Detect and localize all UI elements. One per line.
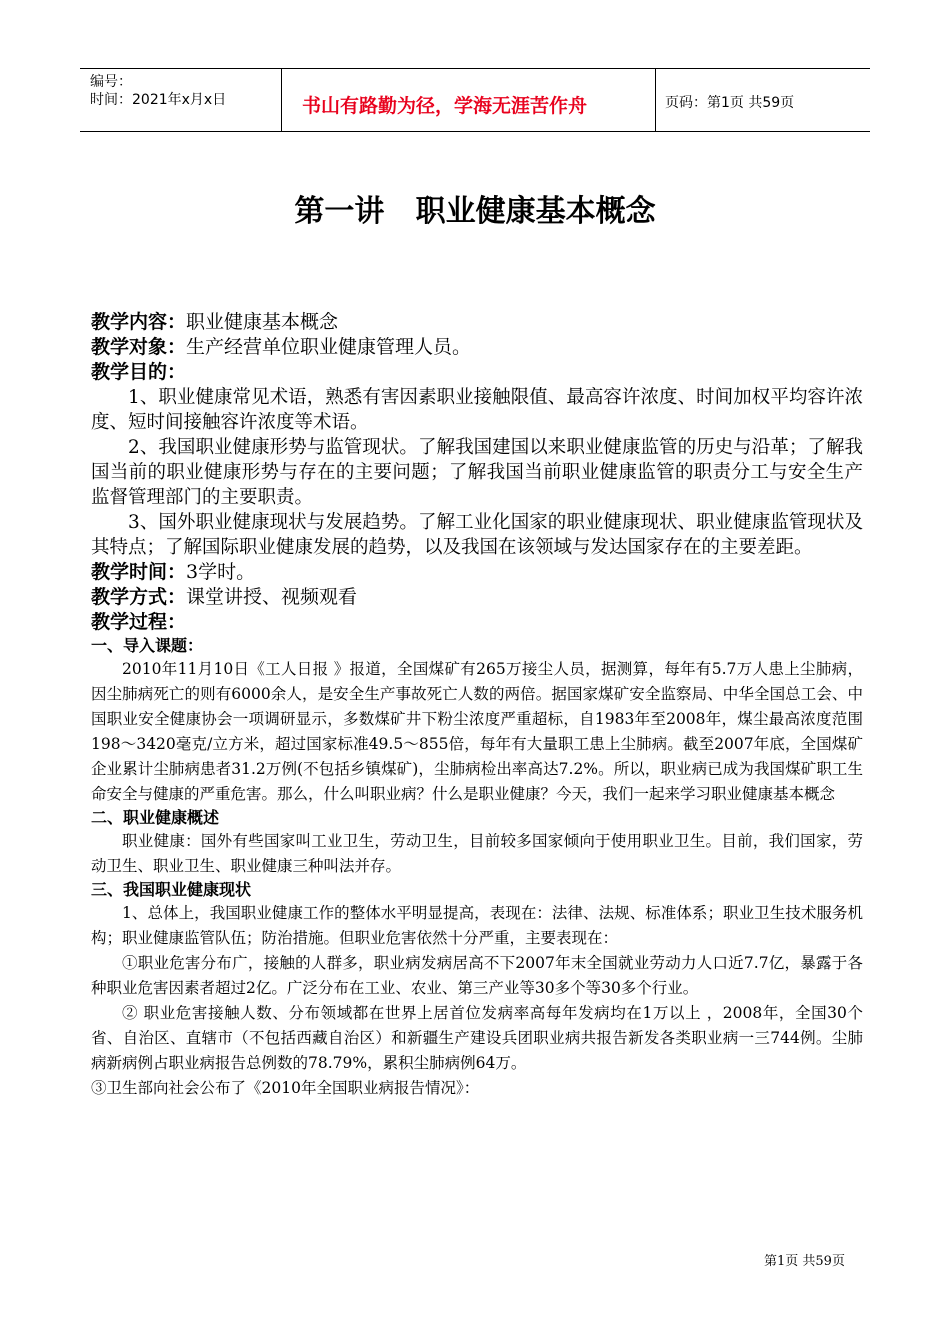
section-paragraph: 职业健康：国外有些国家叫工业卫生，劳动卫生，目前较多国家倾向于使用职业卫生。目前，我们国家，劳动卫生、职业卫生、职业健康三种叫法并存。 <box>91 832 863 875</box>
section-paragraph: ③卫生部向社会公布了《2010年全国职业病报告情况》： <box>91 1079 480 1097</box>
document-body <box>91 310 863 1101</box>
content-label: 教学内容： <box>91 311 187 333</box>
header-page-cell <box>655 69 870 131</box>
method-row <box>91 585 863 610</box>
time-row <box>91 560 863 585</box>
section-heading: 二、职业健康概述 <box>91 808 220 827</box>
goal-row <box>91 360 863 385</box>
time-value: 3学时。 <box>186 561 256 583</box>
time-label: 教学时间： <box>91 561 187 583</box>
goal-item: 2、我国职业健康形势与监管现状。了解我国建国以来职业健康监管的历史与沿革；了解我国当前的职业健康形势与存在的主要问题；了解我国当前职业健康监管的职责分工与安全生产监督管理部门的主要职责。 <box>91 437 863 508</box>
section-paragraph: ①职业危害分布广，接触的人群多，职业病发病居高不下2007年末全国就业劳动力人口近7.7亿，暴露于各种职业危害因素者超过2亿。广泛分布在工业、农业、第三产业等30多个等30多个行业。 <box>91 954 863 997</box>
number-label: 编号： <box>90 74 132 90</box>
goal-label: 教学目的： <box>91 361 187 383</box>
page-footer: 第1页 共59页 <box>764 1254 845 1269</box>
method-value: 课堂讲授、视频观看 <box>186 586 358 608</box>
section-paragraph: ② 职业危害接触人数、分布领域都在世界上居首位发病率高每年发病均在1万以上 ，2008年，全国30个省、自治区、直辖市（不包括西藏自治区）和新疆生产建设兵团职业病共报告新发各类职业病一三744例。尘肺病新病例占职业病报告总例数的78.79%，累积尘肺病例64万。 <box>91 1004 863 1072</box>
content-value: 职业健康基本概念 <box>186 311 339 333</box>
header-motto-cell <box>281 69 656 131</box>
process-row <box>91 610 863 635</box>
process-label: 教学过程： <box>91 611 187 633</box>
method-label: 教学方式： <box>91 586 187 608</box>
section-paragraph: 1、总体上，我国职业健康工作的整体水平明显提高，表现在：法律、法规、标准体系；职业卫生技术服务机构；职业健康监管队伍；防治措施。但职业危害依然十分严重，主要表现在： <box>91 904 863 947</box>
motto-text: 书山有路勤为径，学海无涯苦作舟 <box>302 95 588 117</box>
header-meta-cell <box>80 69 281 131</box>
goal-item: 1、职业健康常见术语，熟悉有害因素职业接触限值、最高容许浓度、时间加权平均容许浓度、短时间接触容许浓度等术语。 <box>91 387 863 433</box>
page-label: 页码：第1页 共59页 <box>665 95 795 111</box>
content-row <box>91 310 863 335</box>
section-heading: 一、导入课题： <box>91 636 204 655</box>
target-label: 教学对象： <box>91 336 187 358</box>
time-label: 时间：2021年x月x日 <box>90 92 227 108</box>
target-row <box>91 335 863 360</box>
goal-item: 3、国外职业健康现状与发展趋势。了解工业化国家的职业健康现状、职业健康监管现状及其特点；了解国际职业健康发展的趋势，以及我国在该领域与发达国家存在的主要差距。 <box>91 512 863 558</box>
target-value: 生产经营单位职业健康管理人员。 <box>186 336 472 358</box>
section-heading: 三、我国职业健康现状 <box>91 880 252 899</box>
section-paragraph: 2010年11月10日《工人日报 》报道，全国煤矿有265万接尘人员，据测算，每年有5.7万人患上尘肺病，因尘肺病死亡的则有6000余人，是安全生产事故死亡人数的两倍。据国家煤矿安全监察局、中华全国总工会、中国职业安全健康协会一项调研显示，多数煤矿井下粉尘浓度严重超标，自1983年至2008年，煤尘最高浓度范围198～3420毫克/立方米，超过国家标准49.5～855倍，每年有大量职工患上尘肺病。截至2007年底，全国煤矿企业累计尘肺病患者31.2万例(不包括乡镇煤矿)，尘肺病检出率高达7.2%。所以，职业病已成为我国煤矿职工生命安全与健康的严重危害。那么，什么叫职业病？什么是职业健康？今天，我们一起来学习职业健康基本概念 <box>91 660 863 803</box>
page-title: 第一讲 职业健康基本概念 <box>294 194 656 229</box>
header-table <box>80 68 870 132</box>
